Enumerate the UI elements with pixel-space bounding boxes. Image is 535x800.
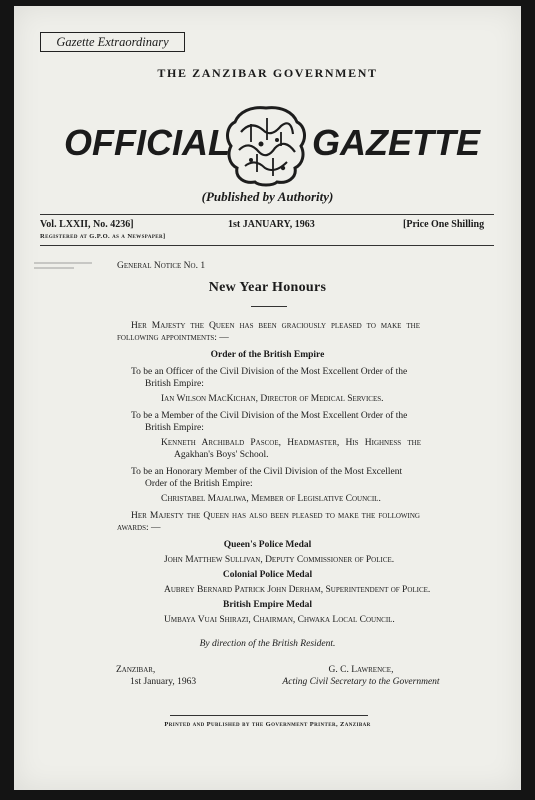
british-empire-medal-heading: British Empire Medal (222, 600, 313, 610)
officer-name: Ian Wilson MacKichan, Director of Medical Services. (161, 394, 384, 404)
order-heading: Order of the British Empire (210, 350, 325, 360)
signatory-name: G. C. Lawrence, (328, 665, 394, 675)
registered-note: Registered at G.P.O. as a Newspaper] (40, 233, 166, 240)
government-heading: THE ZANZIBAR GOVERNMENT (157, 66, 378, 80)
notice-title: New Year Honours (208, 280, 327, 295)
honorary-line-1: To be an Honorary Member of the Civil Division of the Most Excellent (131, 467, 403, 477)
volume-number: Vol. LXXII, No. 4236] (40, 219, 134, 230)
bleed-through-marks (34, 260, 94, 272)
signoff-place: Zanzibar, (116, 665, 156, 675)
honorary-name: Christabel Majaliwa, Member of Legislative Council. (161, 494, 381, 504)
published-by-authority: (Published by Authority) (201, 189, 334, 204)
member-name-line-1: Kenneth Archibald Pascoe, Headmaster, His Highness the (161, 438, 421, 448)
british-empire-medal-recipient: Umbaya Vuai Shirazi, Chairman, Chwaka Local Council. (164, 615, 395, 625)
header-rule-top (40, 214, 494, 215)
printer-imprint: Printed and Published by the Government Printer, Zanzibar (164, 721, 371, 728)
gazette-page (14, 6, 521, 790)
general-notice-label: General Notice No. 1 (117, 261, 206, 271)
header-rule-bottom (40, 245, 494, 246)
queens-police-medal-heading: Queen's Police Medal (223, 540, 312, 550)
price: [Price One Shilling (403, 219, 485, 230)
title-official: OFFICIAL (64, 122, 230, 163)
direction-line: By direction of the British Resident. (199, 639, 336, 649)
awards-paragraph: Her Majesty the Queen has also been pleased to make the following awards: — (117, 511, 420, 533)
member-line-2: British Empire: (145, 423, 204, 433)
title-rule (251, 306, 287, 307)
officer-line-2: British Empire: (145, 379, 204, 389)
honorary-line-2: Order of the British Empire: (145, 479, 253, 489)
signoff-date: 1st January, 1963 (130, 677, 197, 687)
arabic-calligraphy-emblem-icon (221, 102, 311, 188)
footer-rule (170, 715, 368, 716)
officer-line-1: To be an Officer of the Civil Division of the Most Excellent Order of the (131, 367, 408, 377)
gazette-extraordinary-label: Gazette Extraordinary (40, 32, 185, 52)
issue-date: 1st JANUARY, 1963 (228, 219, 315, 230)
colonial-police-medal-heading: Colonial Police Medal (222, 570, 313, 580)
title-gazette: GAZETTE (312, 122, 480, 163)
colonial-police-medal-recipient: Aubrey Bernard Patrick John Derham, Superintendent of Police. (164, 585, 431, 595)
signatory-role: Acting Civil Secretary to the Government (282, 677, 440, 687)
intro-paragraph: Her Majesty the Queen has been graciously pleased to make the following appointments: — (117, 321, 420, 343)
member-name-line-2: Agakhan's Boys' School. (174, 450, 269, 460)
queens-police-medal-recipient: John Matthew Sullivan, Deputy Commissioner of Police. (164, 555, 395, 565)
member-line-1: To be a Member of the Civil Division of the Most Excellent Order of the (131, 411, 408, 421)
